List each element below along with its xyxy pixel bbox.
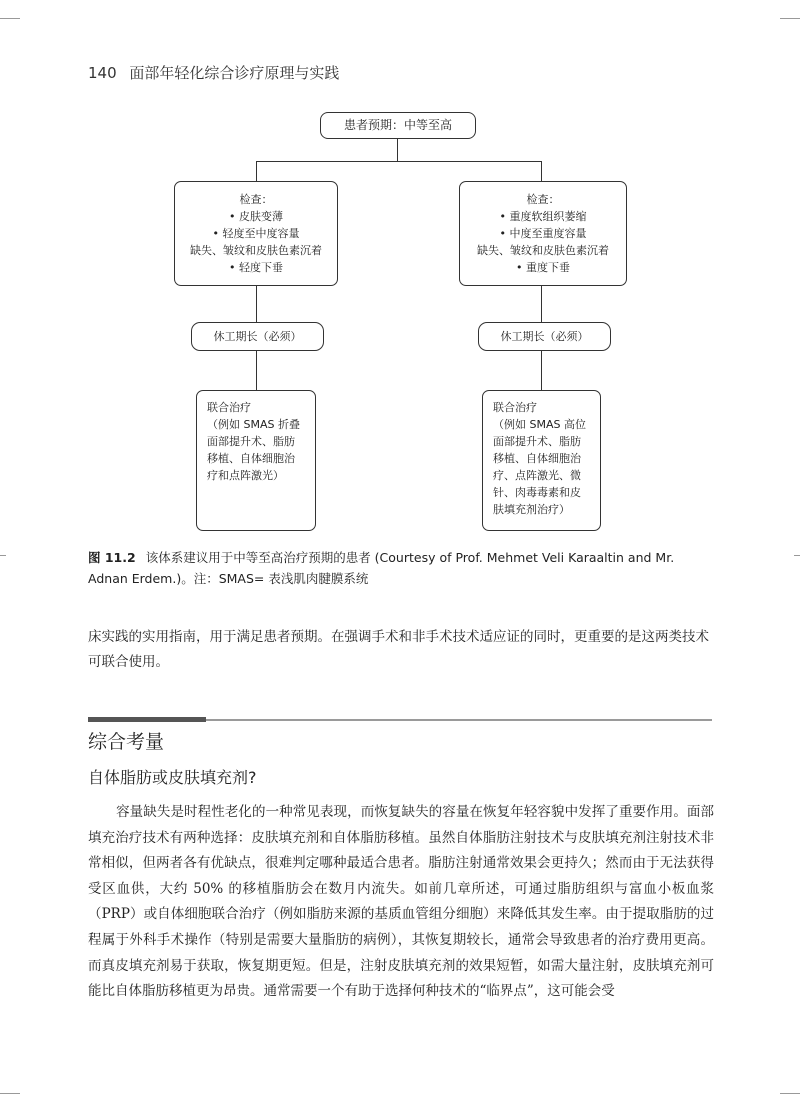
figure-caption-text: 该体系建议用于中等至高治疗预期的患者 (Courtesy of Prof. Mehmet Veli Karaaltin and Mr. Adnan Erdem.)。注：SMAS= 表浅肌肉腱膜系统: [88, 550, 675, 586]
right-treatment-line: 针、肉毒毒素和皮: [493, 486, 581, 499]
patient-expectation-box: [320, 112, 476, 139]
figure-caption: [88, 547, 714, 589]
page-number: 140: [88, 64, 117, 82]
left-treatment-line: 移植、自体细胞治: [207, 452, 295, 465]
left-exam-line: • 皮肤变薄: [229, 210, 283, 223]
left-treatment-line: 疗和点阵激光）: [207, 469, 284, 482]
crop-mark: [0, 555, 6, 556]
left-treatment-line: （例如 SMAS 折叠: [207, 418, 300, 431]
crop-mark: [780, 1093, 800, 1094]
left-exam-line: 检查：: [239, 193, 273, 206]
right-treatment-line: 面部提升术、脂肪: [493, 435, 581, 448]
right-treatment-line: 移植、自体细胞治: [493, 452, 581, 465]
right-downtime-text: 休工期长（必须）: [500, 330, 589, 343]
right-treatment-line: （例如 SMAS 高位: [493, 418, 586, 431]
right-exam-line: 检查：: [526, 193, 560, 206]
right-treatment-line: 疗、点阵激光、微: [493, 469, 581, 482]
right-downtime-box: [478, 322, 611, 351]
connector-line: [541, 350, 542, 390]
left-treatment-box: [196, 390, 316, 531]
left-exam-line: 缺失、皱纹和皮肤色素沉着: [190, 244, 322, 257]
left-downtime-box: [191, 322, 324, 351]
connector-line: [256, 285, 257, 322]
connector-line: [397, 138, 398, 162]
crop-mark: [0, 1093, 20, 1094]
connector-line: [541, 161, 542, 182]
section-divider-accent: [88, 717, 206, 722]
figure-label: 图 11.2: [88, 550, 136, 565]
left-treatment-line: 联合治疗: [207, 401, 251, 414]
right-exam-line: • 中度至重度容量: [499, 227, 587, 240]
body-paragraph: 床实践的实用指南，用于满足患者预期。在强调手术和非手术技术适应证的同时，更重要的是这两类技术可联合使用。: [88, 629, 709, 670]
left-downtime-text: 休工期长（必须）: [213, 330, 302, 343]
book-title: 面部年轻化综合诊疗原理与实践: [129, 64, 340, 82]
body-paragraph-text: 容量缺失是时程性老化的一种常见表现，而恢复缺失的容量在恢复年轻容貌中发挥了重要作用。面部填充治疗技术有两种选择：皮肤填充剂和自体脂肪移植。虽然自体脂肪注射技术与皮肤填充剂注射技术非常相似，但两者各有优缺点，很难判定哪种最适合患者。脂肪注射通常效果会更持久；然而由于无法获得受区血供，大约 50% 的移植脂肪会在数月内流失。如前几章所述，可通过脂肪组织与富血小板血浆（PRP）或自体细胞联合治疗（例如脂肪来源的基质血管组分细胞）来降低其发生率。由于提取脂肪的过程属于外科手术操作（特别是需要大量脂肪的病例），其恢复期较长，通常会导致患者的治疗费用更高。而真皮填充剂易于获取，恢复期更短。但是，注射皮肤填充剂的效果短暂，如需大量注射，皮肤填充剂可能比自体脂肪移植更为昂贵。通常需要一个有助于选择何种技术的“临界点”，这可能会受: [88, 804, 714, 1000]
running-header: [88, 62, 339, 83]
left-exam-line: • 轻度下垂: [229, 261, 283, 274]
patient-expectation-text: 患者预期：中等至高: [343, 118, 452, 132]
connector-line: [256, 161, 542, 162]
right-exam-box: [459, 181, 627, 286]
connector-line: [256, 161, 257, 182]
right-exam-line: • 重度下垂: [516, 261, 570, 274]
right-exam-line: 缺失、皱纹和皮肤色素沉着: [477, 244, 609, 257]
connector-line: [541, 285, 542, 322]
connector-line: [256, 350, 257, 390]
right-treatment-line: 联合治疗: [493, 401, 537, 414]
left-exam-box: [174, 181, 338, 286]
subsection-title: 自体脂肪或皮肤填充剂?: [88, 768, 257, 787]
crop-mark: [794, 555, 800, 556]
right-exam-line: • 重度软组织萎缩: [499, 210, 587, 223]
body-paragraph: [88, 800, 714, 1005]
left-treatment-line: 面部提升术、脂肪: [207, 435, 295, 448]
section-title: 综合考量: [88, 731, 165, 753]
right-treatment-line: 肤填充剂治疗）: [493, 503, 570, 516]
crop-mark: [0, 18, 20, 19]
crop-mark: [780, 18, 800, 19]
left-exam-line: • 轻度至中度容量: [212, 227, 300, 240]
right-treatment-box: [482, 390, 601, 531]
